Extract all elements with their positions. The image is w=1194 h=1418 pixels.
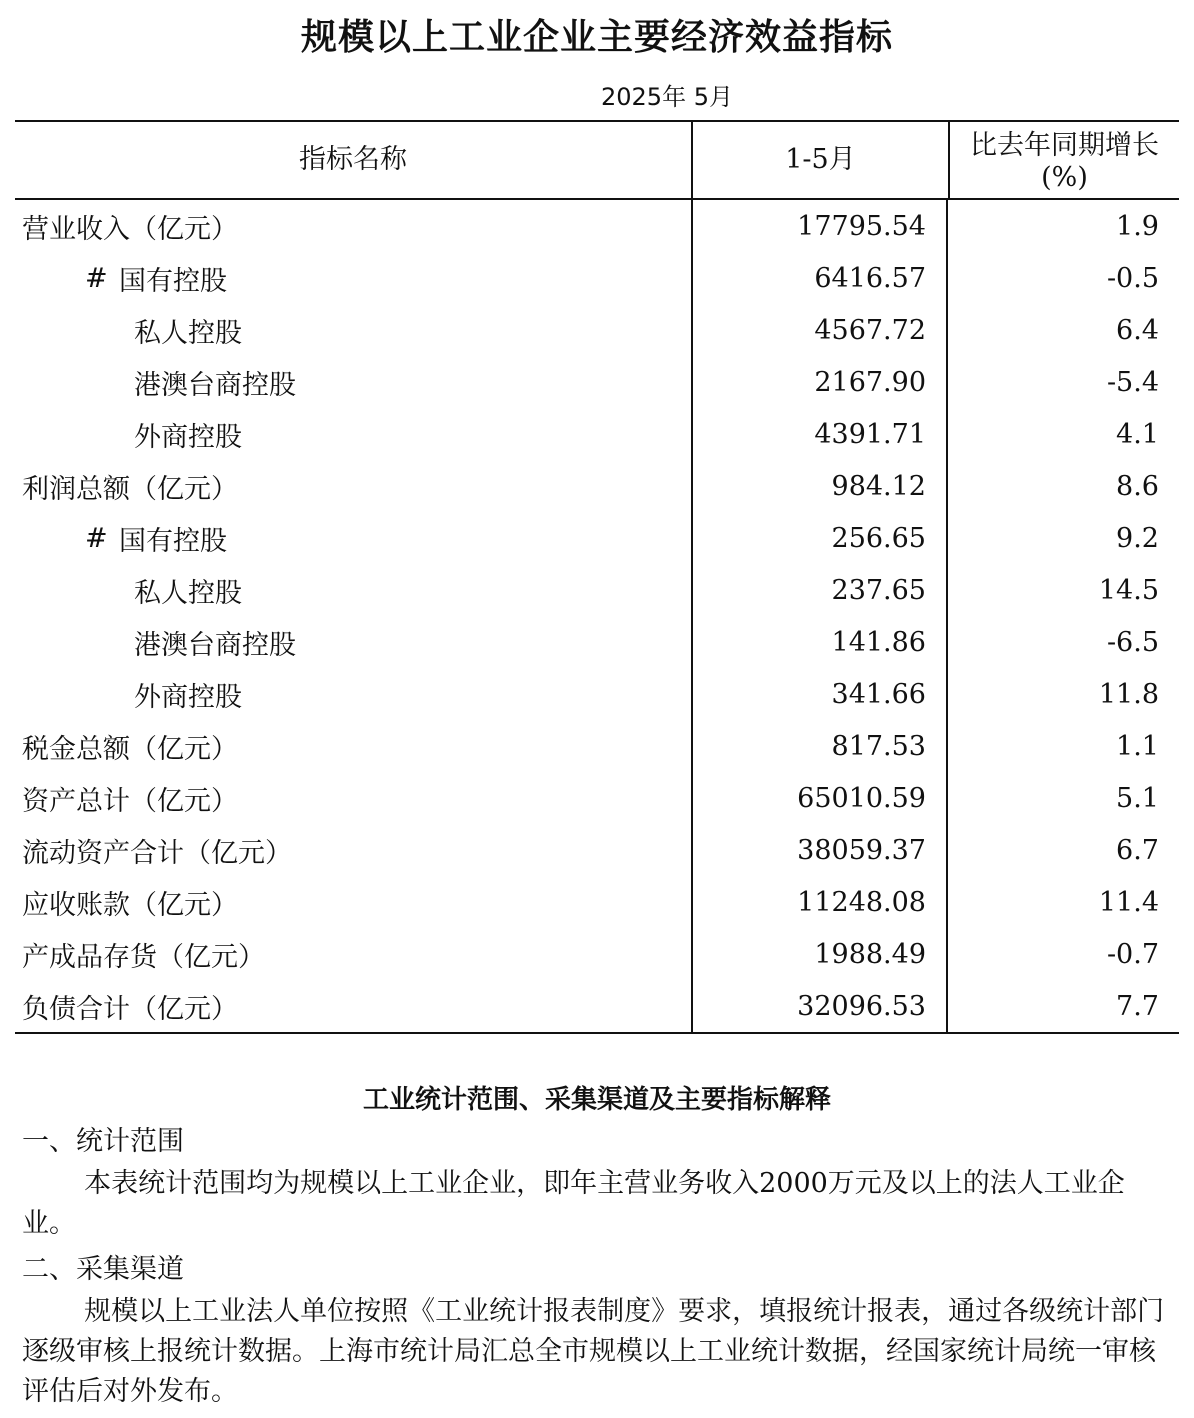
notes-text-scope: 本表统计范围均为规模以上工业企业，即年主营业务收入2000万元及以上的法人工业企业。: [22, 1168, 1125, 1239]
row-name-text: 外商控股: [134, 681, 242, 713]
row-growth: -0.7: [946, 928, 1179, 980]
row-name-text: 税金总额（亿元）: [22, 733, 238, 765]
row-name-text: 外商控股: [134, 421, 242, 453]
row-growth: 6.7: [946, 824, 1179, 876]
indicator-table: [15, 120, 1179, 1034]
row-growth: 1.1: [946, 720, 1179, 772]
table-row: [15, 460, 1179, 512]
row-name-text: 港澳台商控股: [134, 629, 296, 661]
row-indicator-name: [15, 980, 691, 1032]
row-indicator-name: [15, 304, 691, 356]
table-row: [15, 772, 1179, 824]
table-row: [15, 408, 1179, 460]
table-row: [15, 564, 1179, 616]
subitem-marker: #: [85, 522, 108, 554]
row-value: 11248.08: [691, 876, 946, 928]
row-indicator-name: [15, 252, 691, 304]
row-growth: -0.5: [946, 252, 1179, 304]
table-row: [15, 876, 1179, 928]
row-growth: 14.5: [946, 564, 1179, 616]
notes-section: [22, 1078, 1172, 1418]
row-indicator-name: [15, 772, 691, 824]
row-indicator-name: [15, 668, 691, 720]
table-row: [15, 616, 1179, 668]
row-name-text: 利润总额（亿元）: [22, 473, 238, 505]
row-name-text: 国有控股: [119, 525, 227, 557]
row-value: 6416.57: [691, 252, 946, 304]
row-growth: 4.1: [946, 408, 1179, 460]
row-indicator-name: [15, 720, 691, 772]
table-row: [15, 824, 1179, 876]
row-value: 4567.72: [691, 304, 946, 356]
row-indicator-name: [15, 356, 691, 408]
row-growth: 5.1: [946, 772, 1179, 824]
row-value: 256.65: [691, 512, 946, 564]
header-growth: 比去年同期增长(%): [948, 122, 1179, 198]
row-growth: -6.5: [946, 616, 1179, 668]
header-indicator-name: 指标名称: [299, 144, 407, 175]
row-growth: 7.7: [946, 980, 1179, 1032]
row-value: 237.65: [691, 564, 946, 616]
row-value: 984.12: [691, 460, 946, 512]
row-growth: 8.6: [946, 460, 1179, 512]
notes-heading-channel: 二、采集渠道: [22, 1254, 184, 1285]
table-body: [15, 200, 1179, 1032]
row-name-text: 私人控股: [134, 577, 242, 609]
row-value: 4391.71: [691, 408, 946, 460]
row-value: 17795.54: [691, 200, 946, 252]
row-name-text: 港澳台商控股: [134, 369, 296, 401]
table-row: [15, 304, 1179, 356]
row-indicator-name: [15, 408, 691, 460]
row-value: 32096.53: [691, 980, 946, 1032]
notes-text-channel: 规模以上工业法人单位按照《工业统计报表制度》要求，填报统计报表，通过各级统计部门逐级审核上报统计数据。上海市统计局汇总全市规模以上工业统计数据，经国家统计局统一审核评估后对外发布。: [22, 1296, 1165, 1407]
table-row: [15, 252, 1179, 304]
row-name-text: 国有控股: [119, 265, 227, 297]
table-row: [15, 200, 1179, 252]
row-name-text: 流动资产合计（亿元）: [22, 837, 292, 869]
row-growth: -5.4: [946, 356, 1179, 408]
row-value: 38059.37: [691, 824, 946, 876]
row-value: 141.86: [691, 616, 946, 668]
subitem-marker: #: [85, 262, 108, 294]
row-indicator-name: [15, 928, 691, 980]
row-name-text: 营业收入（亿元）: [22, 213, 238, 245]
row-growth: 11.8: [946, 668, 1179, 720]
table-row: [15, 720, 1179, 772]
row-value: 1988.49: [691, 928, 946, 980]
row-name-text: 资产总计（亿元）: [22, 785, 238, 817]
table-header: [15, 122, 1179, 200]
notes-title: 工业统计范围、采集渠道及主要指标解释: [362, 1085, 831, 1115]
table-row: [15, 980, 1179, 1032]
row-indicator-name: [15, 564, 691, 616]
row-growth: 9.2: [946, 512, 1179, 564]
row-value: 2167.90: [691, 356, 946, 408]
row-indicator-name: [15, 824, 691, 876]
table-row: [15, 668, 1179, 720]
row-value: 341.66: [691, 668, 946, 720]
table-row: [15, 356, 1179, 408]
table-row: [15, 928, 1179, 980]
row-value: 65010.59: [691, 772, 946, 824]
table-row: [15, 512, 1179, 564]
row-indicator-name: [15, 460, 691, 512]
row-growth: 11.4: [946, 876, 1179, 928]
header-period-value: 1-5月: [691, 122, 948, 198]
row-indicator-name: [15, 616, 691, 668]
report-period: 2025年 5月: [601, 83, 733, 111]
row-name-text: 应收账款（亿元）: [22, 889, 238, 921]
notes-heading-scope: 一、统计范围: [22, 1126, 184, 1157]
page-title: 规模以上工业企业主要经济效益指标: [300, 17, 893, 58]
row-name-text: 负债合计（亿元）: [22, 993, 238, 1025]
row-indicator-name: [15, 876, 691, 928]
row-growth: 6.4: [946, 304, 1179, 356]
row-indicator-name: [15, 200, 691, 252]
row-indicator-name: [15, 512, 691, 564]
row-name-text: 私人控股: [134, 317, 242, 349]
row-name-text: 产成品存货（亿元）: [22, 941, 265, 973]
row-value: 817.53: [691, 720, 946, 772]
row-growth: 1.9: [946, 200, 1179, 252]
